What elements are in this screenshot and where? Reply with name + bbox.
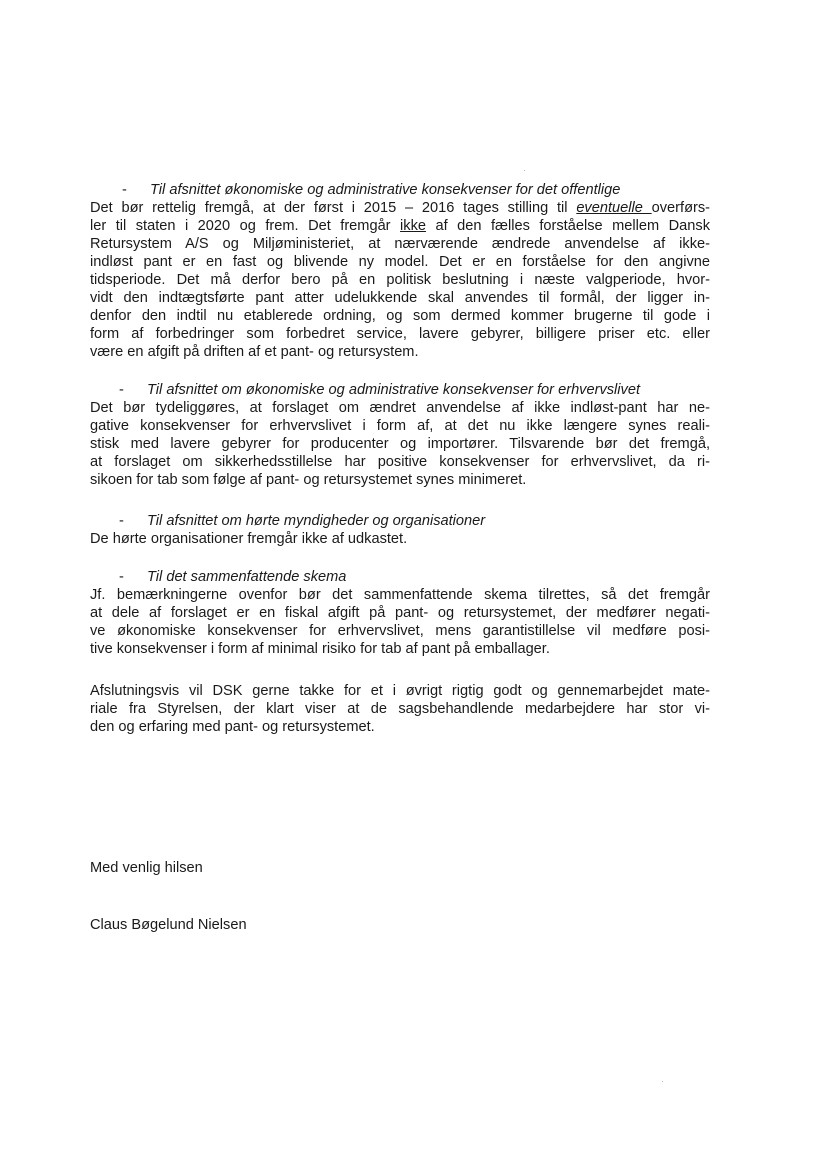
heading-text: Til afsnittet om hørte myndigheder og organisationer bbox=[147, 513, 486, 529]
text-run: ler til staten i 2020 og frem. Det fremgår bbox=[90, 218, 401, 234]
section-business-consequences bbox=[90, 381, 710, 489]
section-closing-remarks bbox=[90, 682, 710, 736]
paragraph-line: stisk med lavere gebyrer for producenter og importører. Tilsvarende bør det fremgå, bbox=[90, 436, 710, 452]
heading-text: Til det sammenfattende skema bbox=[147, 569, 347, 585]
paragraph-line: Jf. bemærkningerne ovenfor bør det sammenfattende skema tilrettes, så det fremgår bbox=[90, 587, 710, 603]
emphasized-word: ikke bbox=[400, 218, 426, 234]
paragraph-line: Afslutningsvis vil DSK gerne takke for et i øvrigt rigtig godt og gennemarbejdet mate- bbox=[90, 683, 710, 699]
heading-text: Til afsnittet om økonomiske og administrative konsekvenser for erhvervslivet bbox=[147, 382, 641, 398]
bullet-dash: - bbox=[119, 382, 124, 398]
paragraph-line: tidsperiode. Det må derfor bero på en politisk beslutning i næste valgperiode, hvor- bbox=[90, 272, 710, 288]
emphasized-word: eventuelle bbox=[576, 200, 652, 216]
section-consulted-authorities bbox=[90, 512, 710, 548]
text-run: Det bør rettelig fremgå, at der først i 2015 – 2016 tages stilling til bbox=[90, 200, 577, 216]
scan-speck bbox=[524, 170, 525, 171]
paragraph-line: Det bør tydeliggøres, at forslaget om ændret anvendelse af ikke indløst-pant har ne- bbox=[90, 400, 710, 416]
section-heading bbox=[90, 512, 710, 530]
greeting: Med venlig hilsen bbox=[90, 860, 203, 876]
heading-text: Til afsnittet økonomiske og administrative konsekvenser for det offentlige bbox=[150, 182, 621, 198]
scan-speck bbox=[662, 1081, 663, 1082]
paragraph-line: at dele af forslaget er en fiskal afgift på pant- og retursystemet, der medfører negati- bbox=[90, 605, 710, 621]
paragraph-line: være en afgift på driften af et pant- og retursystem. bbox=[90, 344, 419, 360]
paragraph-line: De hørte organisationer fremgår ikke af udkastet. bbox=[90, 531, 408, 547]
signature-name: Claus Bøgelund Nielsen bbox=[90, 917, 247, 933]
paragraph-line bbox=[90, 199, 710, 217]
section-summary-table bbox=[90, 568, 710, 658]
paragraph-line: vidt den indtægtsførte pant atter udelukkende skal anvendes til formål, der ligger in- bbox=[90, 290, 710, 306]
paragraph-line: sikoen for tab som følge af pant- og retursystemet synes minimeret. bbox=[90, 472, 527, 488]
bullet-dash: - bbox=[119, 569, 124, 585]
paragraph-line: riale fra Styrelsen, der klart viser at de sagsbehandlende medarbejdere har stor vi- bbox=[90, 701, 710, 717]
section-heading bbox=[90, 181, 710, 199]
paragraph-line: denfor den indtil nu etablerede ordning, og som dermed kommer brugerne til gode i bbox=[90, 308, 710, 324]
section-heading bbox=[90, 568, 710, 586]
paragraph-line bbox=[90, 217, 710, 235]
paragraph-line: tive konsekvenser i form af minimal risiko for tab af pant på emballager. bbox=[90, 641, 550, 657]
text-run: overførs- bbox=[651, 200, 711, 216]
paragraph-line: form af forbedringer som forbedret service, lavere gebyrer, billigere priser etc. eller bbox=[90, 326, 710, 342]
paragraph-line: Retursystem A/S og Miljøministeriet, at nærværende ændrede anvendelse af ikke- bbox=[90, 236, 710, 252]
bullet-dash: - bbox=[119, 513, 124, 529]
text-run: af den fælles forståelse mellem Dansk bbox=[425, 218, 710, 234]
paragraph-line: indløst pant er en fast og blivende ny model. Det er en forståelse for den angivne bbox=[90, 254, 710, 270]
paragraph-line: at forslaget om sikkerhedsstillelse har positive konsekvenser for erhvervslivet, da ri- bbox=[90, 454, 710, 470]
paragraph-line: den og erfaring med pant- og retursystemet. bbox=[90, 719, 375, 735]
section-heading bbox=[90, 381, 710, 399]
bullet-dash: - bbox=[122, 182, 127, 198]
section-public-consequences bbox=[90, 181, 710, 361]
paragraph-line: gative konsekvenser for erhvervslivet i form af, at det nu ikke længere synes reali- bbox=[90, 418, 710, 434]
paragraph-line: ve økonomiske konsekvenser for erhvervslivet, mens garantistillelse vil medføre posi- bbox=[90, 623, 710, 639]
